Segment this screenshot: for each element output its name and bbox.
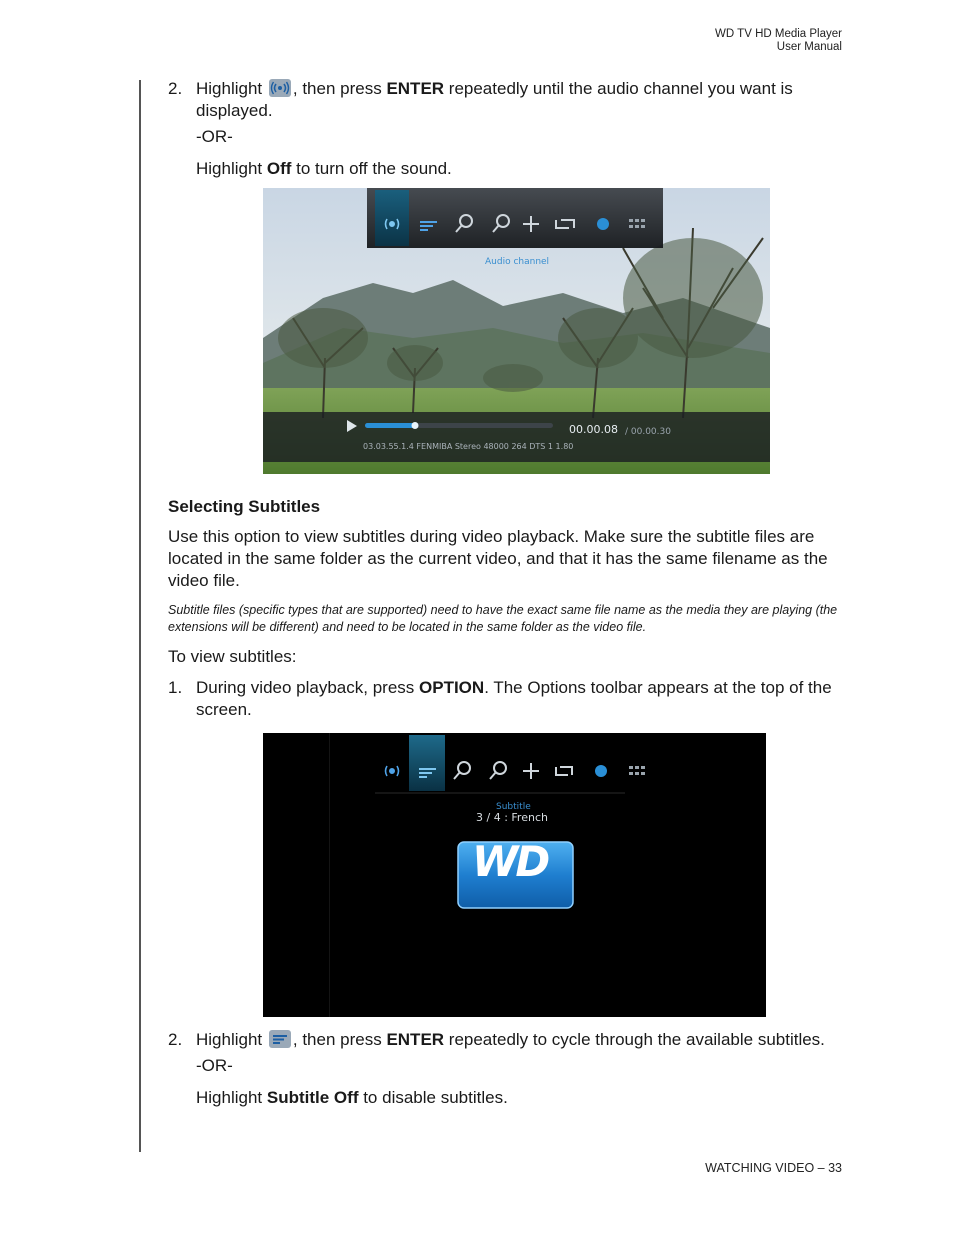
audio-step-2: 2. Highlight , then press ENTER repeatedly until the audio channel you want is displayed. [168,79,793,120]
header-product: WD TV HD Media Player [715,28,842,40]
key-option: OPTION [419,678,485,697]
to-view-subtitles: To view subtitles: [168,647,297,666]
subtitle-step-1: 1. During video playback, press OPTION. The Options toolbar appears at the top of the screen. [168,678,832,719]
subtitle-note: Subtitle files (specific types that are supported) need to have the exact same file name as the media they are playing (the extensions will be different) and need to be located in the same folder as the video file. [168,603,838,634]
audio-channel-screenshot [263,188,770,474]
subtitle-screenshot [263,733,766,1017]
page-footer: WATCHING VIDEO – 33 [705,1161,842,1175]
page-content [168,78,840,1109]
step-number: 2. [168,79,183,98]
key-enter: ENTER [386,1030,445,1049]
step-number: 1. [168,678,183,697]
subtitle-intro: Use this option to view subtitles during video playback. Make sure the subtitle files are located in the same folder as the current video, and that it has the same filename as the video file. [168,527,828,590]
section-heading: Selecting Subtitles [168,497,321,516]
audio-alt: Highlight Off to turn off the sound. [196,159,452,178]
orchard-scene-image [263,188,770,474]
subtitle-label: Subtitle [496,802,531,812]
or-separator: -OR- [196,127,233,146]
page-header [715,28,842,54]
header-doc-type: User Manual [776,41,842,53]
media-info: 03.03.55.1.4 FENMIBA Stereo 48000 264 DTS 1 1.80 [363,442,574,451]
subtitle-value: 3 / 4 : French [476,811,548,824]
time-total: / 00.00.30 [625,427,671,437]
left-rule [139,80,141,1152]
time-current: 00.00.08 [569,423,618,436]
audio-channel-icon [269,79,291,97]
or-separator: -OR- [196,1056,233,1075]
subtitle-alt: Highlight Subtitle Off to disable subtitles. [196,1088,508,1107]
step-number: 2. [168,1030,183,1049]
audio-channel-label: Audio channel [485,257,550,267]
subtitle-icon [269,1030,291,1048]
wd-logo: WD [472,837,548,886]
key-subtitle-off: Subtitle Off [266,1088,359,1107]
key-off: Off [266,159,292,178]
key-enter: ENTER [386,79,445,98]
subtitle-step-2: 2. Highlight , then press ENTER repeatedly to cycle through the available subtitles. [168,1030,825,1049]
